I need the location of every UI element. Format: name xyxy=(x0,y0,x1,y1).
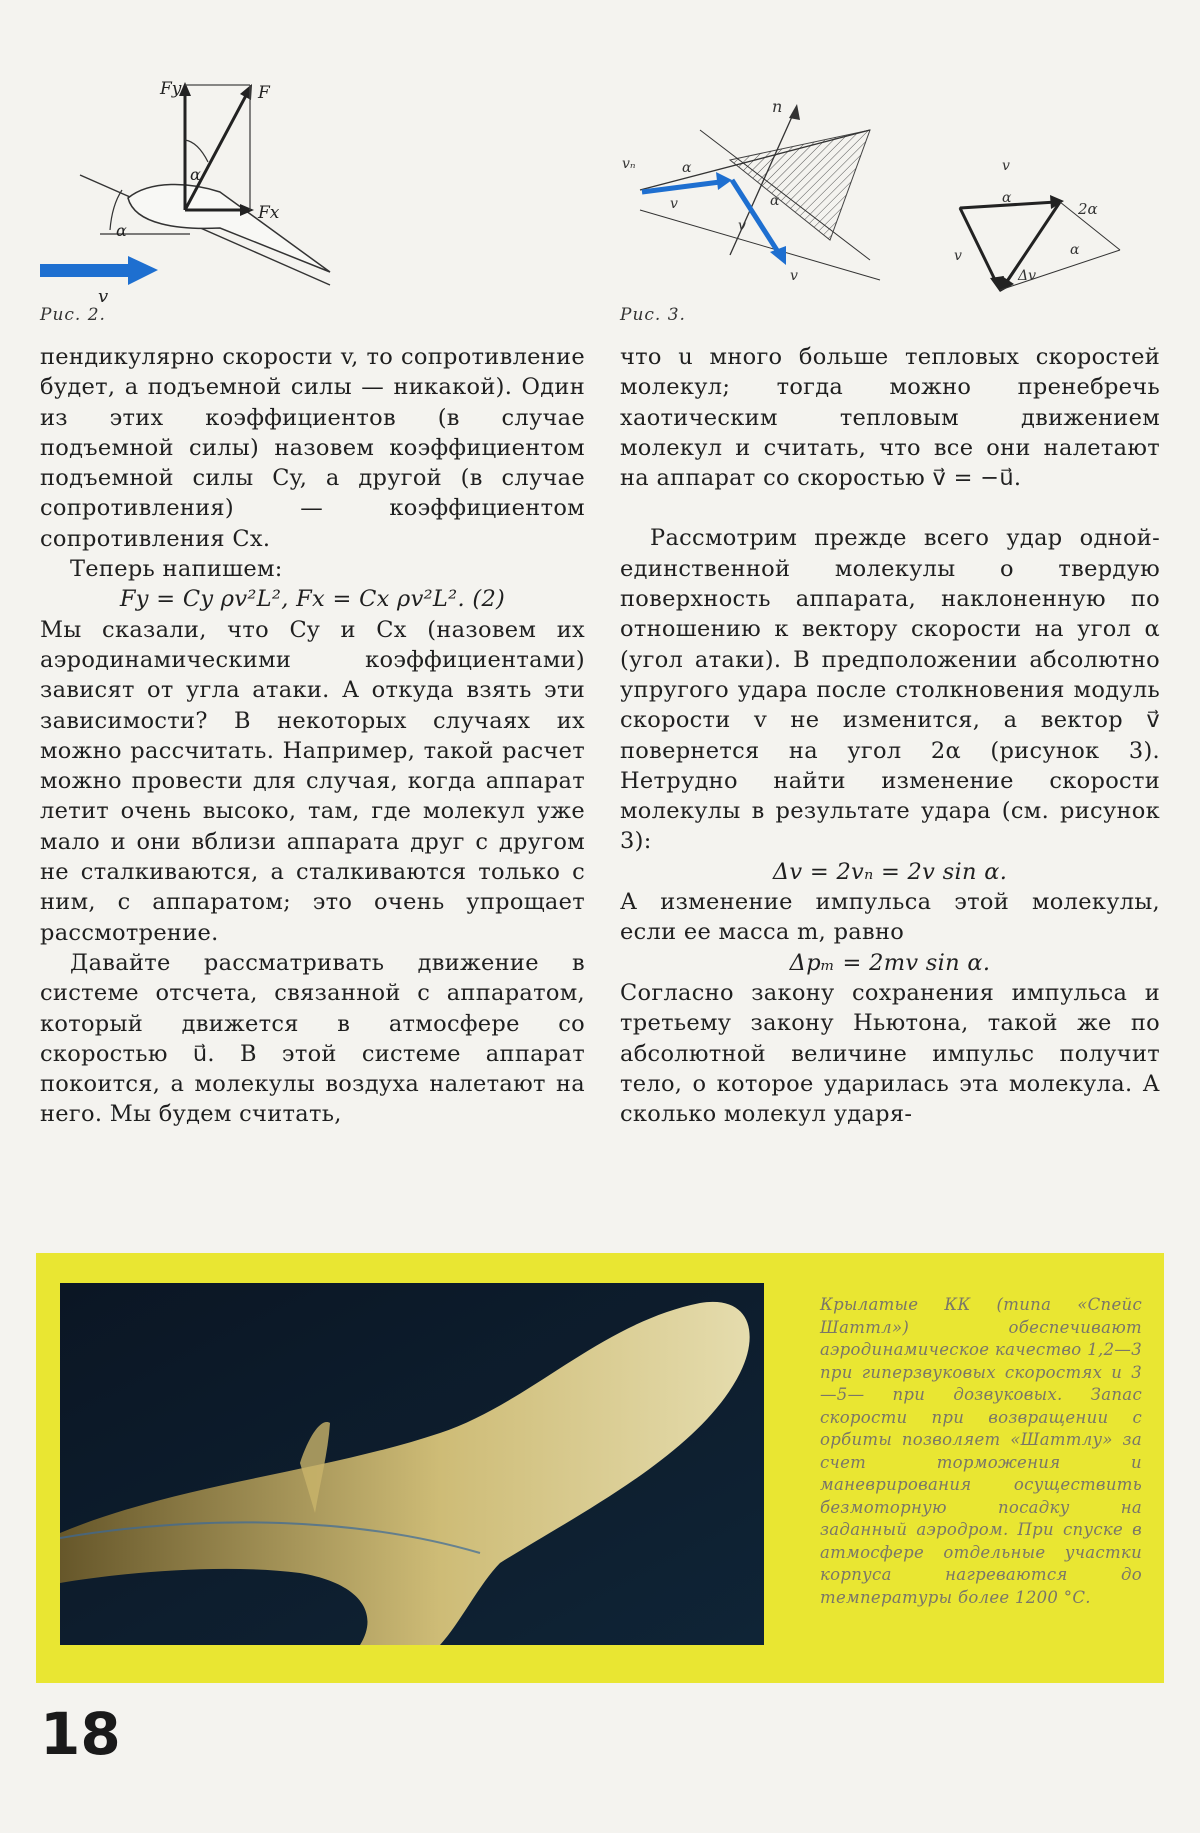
hatched-surface xyxy=(730,130,870,240)
label-alpha-c: α xyxy=(1002,190,1012,206)
formula-delta-v: Δv = 2vₙ = 2v sin α. xyxy=(772,858,1008,885)
label-n: n xyxy=(772,97,783,116)
label-delta-v: Δv xyxy=(1018,268,1037,284)
label-alpha-a: α xyxy=(682,160,692,176)
page-number: 18 xyxy=(40,1700,121,1768)
right-paragraph-1: что u много больше тепловых скоростей молекул; тогда можно пренебречь хаотическим тепловым движением молекул и считать, что все они налетают на аппарат со скоростью v⃗ = −u⃗. xyxy=(620,344,1160,492)
label-v-left: v xyxy=(954,248,962,264)
label-alpha-b: α xyxy=(770,193,780,209)
figure-2 xyxy=(40,80,370,305)
label-vn: vₙ xyxy=(622,156,636,172)
label-fy: Fy xyxy=(160,80,182,99)
label-v-tail: v xyxy=(790,268,798,284)
label-alpha-d: α xyxy=(1070,242,1080,258)
formula-2: Fy = Cy ρv²L², Fx = Cx ρv²L². (2) xyxy=(119,586,506,613)
left-paragraph-1: пендикулярно скорости v, то сопротивление будет, а подъемной силы — никакой). Один из этих коэффициентов (в случае подъемной силы) назовем коэффициентом подъемной силы Cy, а другой (в случае сопротивления) — коэффициентом сопротивления Cx. xyxy=(40,344,585,552)
left-paragraph-3: Мы сказали, что Cy и Cx (назовем их аэродинамическими коэффициентами) зависят от угла атаки. А откуда взять эти зависимости? В некоторых случаях их можно рассчитать. Например, такой расчет можно провести для случая, когда аппарат летит очень высоко, там, где молекул уже мало и они вблизи аппарата друг с другом не сталкиваются, а сталкиваются только с ним, с аппаратом; это очень упрощает рассмотрение. xyxy=(40,616,585,946)
figure-2-caption: Рис. 2. xyxy=(40,305,106,325)
right-paragraph-2: Рассмотрим прежде всего удар одной-единственной молекулы о твердую поверхность аппарата, наклоненную по отношению к вектору скорости на угол α (угол атаки). В предположении абсолютно упругого удара после столкновения модуль скорости v не изменится, а вектор v⃗ повернется на угол 2α (рисунок 3). Нетрудно найти изменение скорости молекулы в результате удара (см. рисунок 3): xyxy=(620,525,1160,855)
left-text-column xyxy=(40,342,585,1130)
figure-3-caption: Рис. 3. xyxy=(620,305,686,325)
label-v-top: v xyxy=(1002,158,1010,174)
label-v: v xyxy=(98,286,109,305)
label-2alpha: 2α xyxy=(1078,200,1098,218)
right-paragraph-4: Согласно закону сохранения импульса и третьему закону Ньютона, такой же по абсолютной величине импульс получит тело, о которое ударилась эта молекула. А сколько молекул ударя- xyxy=(620,979,1160,1128)
formula-delta-p: Δpₘ = 2mv sin α. xyxy=(789,949,991,976)
right-text-column xyxy=(620,342,1160,1129)
left-paragraph-4: Давайте рассматривать движение в системе отсчета, связанной с аппаратом, который движется в атмосфере со скоростью u⃗. В этой системе аппарат покоится, а молекулы воздуха налетают на него. Мы будем считать, xyxy=(40,949,585,1128)
velocity-arrow xyxy=(40,264,130,277)
right-paragraph-3: А изменение импульса этой молекулы, если ее масса m, равно xyxy=(620,889,1160,946)
label-v-out: v xyxy=(738,218,746,234)
left-paragraph-2: Теперь напишем: xyxy=(70,556,283,583)
airfoil-shape xyxy=(128,184,330,272)
figure-3 xyxy=(620,90,1160,310)
label-f: F xyxy=(258,83,270,103)
label-fx: Fx xyxy=(258,203,280,223)
label-alpha-top: α xyxy=(190,165,201,184)
photo-caption: Крылатые КК (типа «Спейс Шаттл») обеспечивают аэродинамическое качество 1,2—3 при гиперзвуковых скоростях и 3—5— при дозвуковых. Запас скорости при возвращении с орбиты позволяет «Шаттлу» за счет торможения и маневрирования осуществить безмоторную посадку на заданный аэродром. При спуске в атмосфере отдельные участки корпуса нагреваются до температуры более 1200 °С. xyxy=(820,1295,1142,1607)
shuttle-photo xyxy=(60,1283,764,1645)
label-alpha-left: α xyxy=(116,221,127,240)
label-v-in: v xyxy=(670,196,678,212)
